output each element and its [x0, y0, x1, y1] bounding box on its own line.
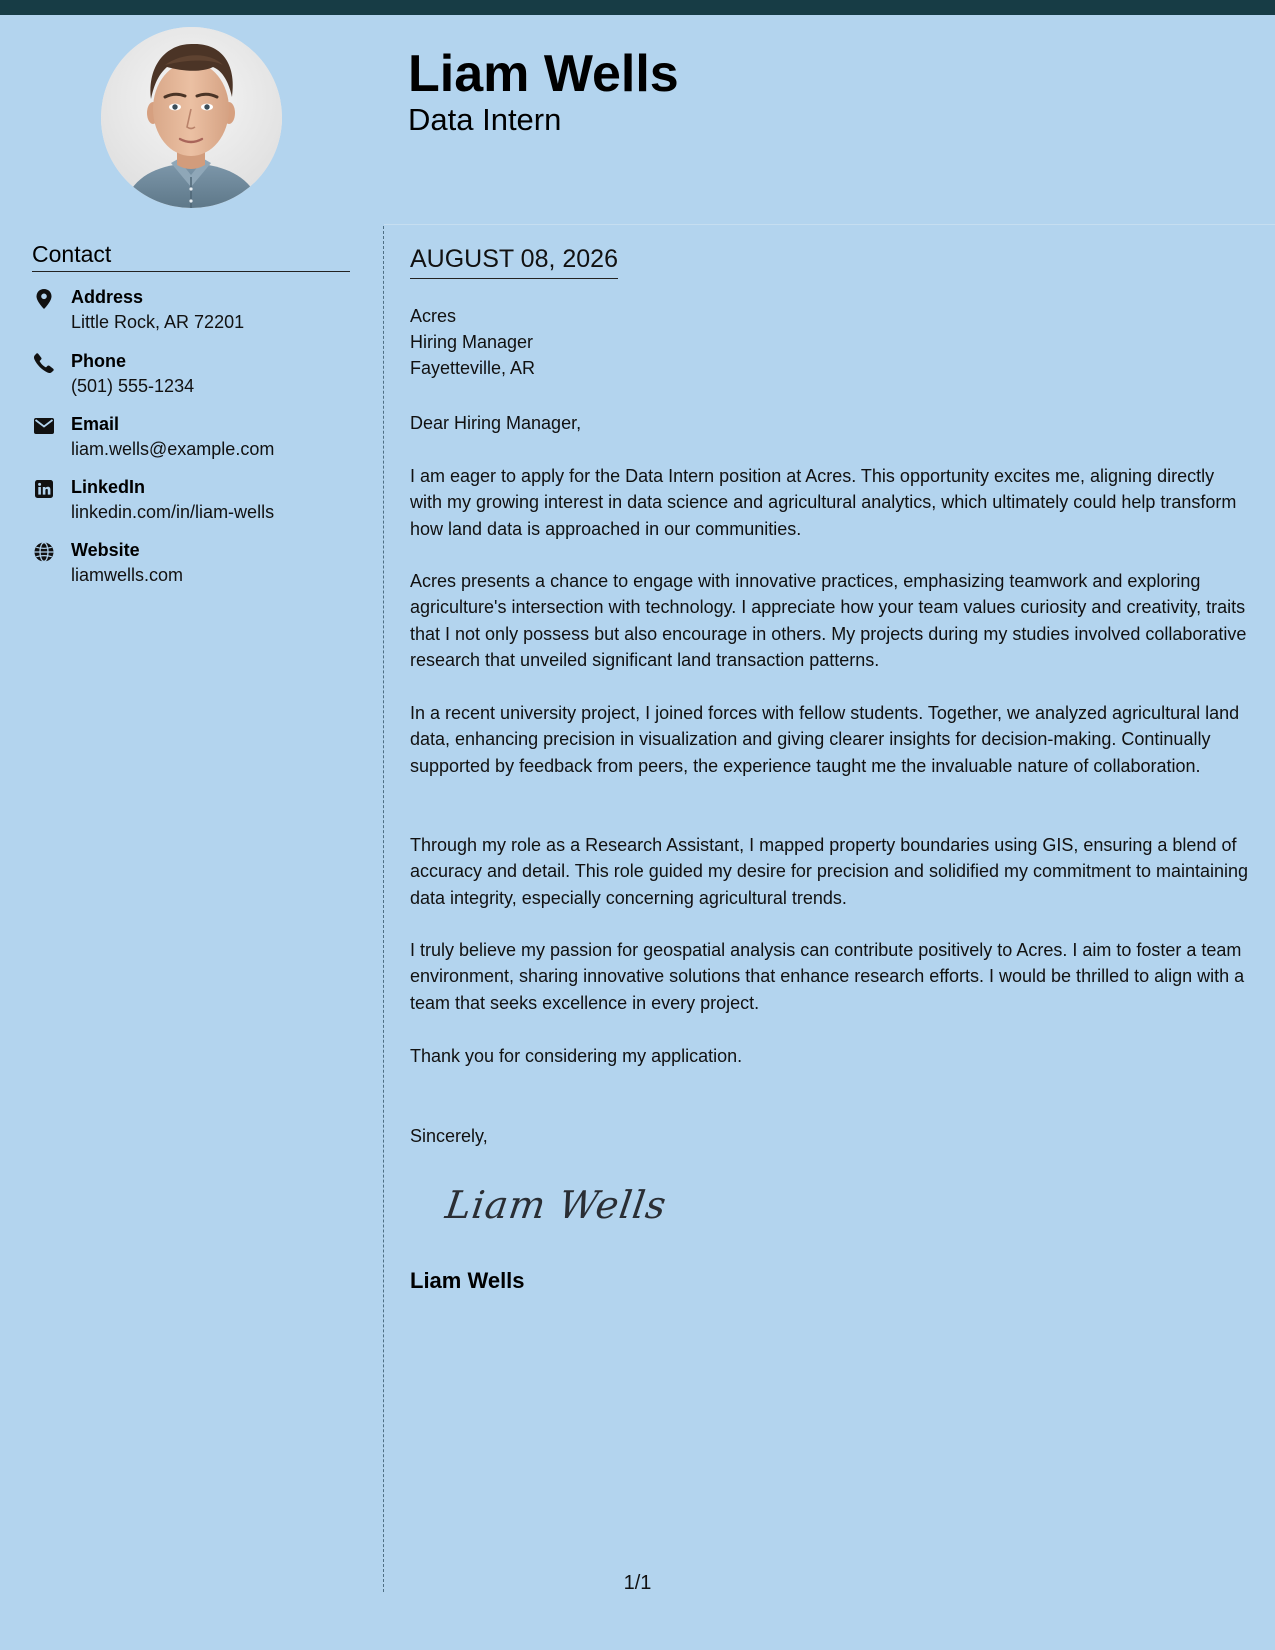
contact-address: [32, 283, 362, 335]
contact-phone: [32, 347, 362, 399]
paragraph-2: Acres presents a chance to engage with innovative practices, emphasizing teamwork and exploring agriculture's intersection with technology. I appreciate how your team values curiosity and creativity, traits that I not only possess but also encourage in others. My projects during my studies involved collaborative research that unveiled significant land transaction patterns.: [410, 571, 1247, 670]
signature: Liam Wells: [442, 1183, 670, 1227]
header-divider: [384, 224, 1275, 225]
contact-label: Email: [71, 414, 120, 434]
contact-website: [32, 536, 362, 588]
contact-value: liamwells.com: [71, 565, 184, 585]
contact-label: Phone: [71, 351, 127, 371]
page-number: 1/1: [623, 1572, 652, 1594]
envelope-icon: [32, 415, 56, 437]
contact-heading: Contact: [32, 239, 350, 272]
phone-icon: [32, 352, 56, 374]
paragraph-3: In a recent university project, I joined forces with fellow students. Together, we analyzed agricultural land data, enhancing precision in visualization and giving clearer insights for decision-making. Continually supported by feedback from peers, the experience taught me the invaluable nature of collaboration.: [410, 703, 1240, 776]
paragraph-5: I truly believe my passion for geospatial analysis can contribute positively to Acres. I aim to foster a team environment, sharing innovative solutions that enhance research efforts. I would be thrilled to align with a team that seeks excellence in every project.: [410, 940, 1245, 1013]
globe-icon: [32, 541, 56, 563]
recipient-location: Fayetteville, AR: [410, 358, 536, 378]
map-pin-icon: [32, 288, 56, 310]
recipient-block: [410, 303, 535, 381]
contact-value: linkedin.com/in/liam-wells: [71, 502, 275, 522]
column-divider: [383, 226, 384, 1592]
letter-date: AUGUST 08, 2026: [410, 242, 618, 279]
contact-value: liam.wells@example.com: [71, 439, 275, 459]
candidate-role: Data Intern: [408, 102, 562, 137]
contact-label: Address: [71, 287, 144, 307]
contact-value: (501) 555-1234: [71, 376, 195, 396]
top-bar: [0, 0, 1275, 15]
contact-email: [32, 410, 362, 462]
contact-label: LinkedIn: [71, 477, 146, 497]
thanks-line: Thank you for considering my application.: [410, 1046, 743, 1066]
candidate-name: Liam Wells: [408, 45, 679, 103]
contact-value: Little Rock, AR 72201: [71, 312, 245, 332]
linkedin-icon: [32, 478, 56, 500]
paragraph-4: Through my role as a Research Assistant, I mapped property boundaries using GIS, ensuring a blend of accuracy and detail. This role guided my desire for precision and solidified my commitment to maintaining data integrity, especially concerning agricultural trends.: [410, 835, 1249, 908]
signed-name: Liam Wells: [410, 1268, 525, 1293]
contact-linkedin: [32, 473, 362, 525]
salutation: Dear Hiring Manager,: [410, 413, 582, 433]
recipient-company: Acres: [410, 306, 457, 326]
recipient-title: Hiring Manager: [410, 332, 534, 352]
profile-photo: [101, 27, 282, 208]
closing: Sincerely,: [410, 1126, 488, 1146]
contact-label: Website: [71, 540, 140, 560]
paragraph-1: I am eager to apply for the Data Intern position at Acres. This opportunity excites me, aligning directly with my growing interest in data science and agricultural analytics, which ultimately could help transform how land data is approached in our communities.: [410, 466, 1237, 539]
